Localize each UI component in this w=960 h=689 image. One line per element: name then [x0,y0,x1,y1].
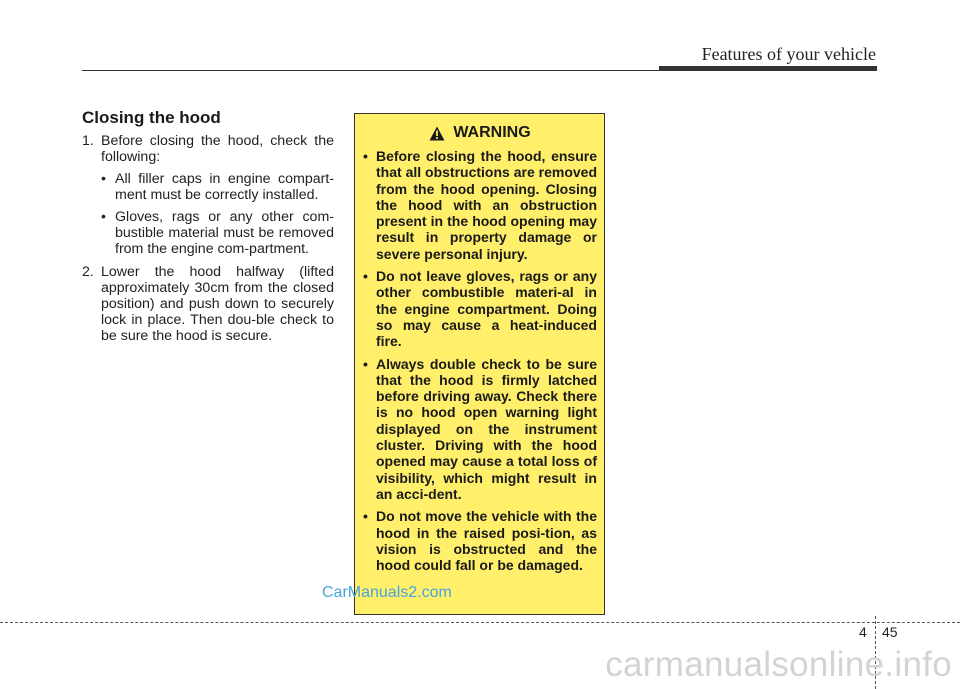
warning-title: WARNING [453,124,531,141]
warning-item-text: Do not leave gloves, rags or any other combustible materi-al in the engine compartment. Doing so may cause a heat-induced fire. [376,268,597,350]
warning-header [363,124,597,142]
sub-bullet-text: All filler caps in engine compart-ment must be correctly installed. [115,170,334,203]
header-rule-accent [659,66,877,71]
warning-triangle-icon [429,126,445,141]
warning-box [354,113,605,615]
sub-bullet-item [82,209,334,258]
warning-item [363,148,597,262]
warning-item [363,356,597,503]
header-rule [82,70,660,71]
section-title: Closing the hood [82,108,221,127]
footer-rule [0,622,960,623]
step-2 [82,264,334,345]
header-title: Features of your vehicle [701,44,876,64]
warning-item-text: Always double check to be sure that the hood is firmly latched before driving away. Check there is no hood open warning light displayed on the instrument cluster. Driving with the hood opened may cause a total loss of visibility, which might result in an acci-dent. [376,355,597,502]
step-1 [82,133,334,165]
warning-item [363,268,597,349]
sub-bullet-item [82,171,334,203]
sub-bullet-text: Gloves, rags or any other com-bustible material must be removed from the engine com-partment. [115,209,334,258]
step-number: 2. [82,263,94,280]
bullet-icon: • [363,508,368,525]
step-number: 1. [82,133,94,150]
bullet-icon: • [363,148,368,164]
warning-item [363,508,597,573]
step-text: Lower the hood halfway (lifted approximately 30cm from the closed position) and push down to securely lock in place. Then dou-ble check to be sure the hood is secure. [101,263,334,345]
bullet-icon: • [101,209,106,226]
bullet-icon: • [363,355,368,372]
warning-item-text: Do not move the vehicle with the hood in the raised posi-tion, as vision is obstructed and the hood could fall or be damaged. [376,508,597,574]
bullet-icon: • [363,268,368,285]
bullet-icon: • [101,170,106,187]
step-text: Before closing the hood, check the following: [101,133,334,166]
chapter-number: 4 [859,624,867,640]
page-number: 45 [882,624,898,640]
closing-hood-section [82,110,334,350]
warning-item-text: Before closing the hood, ensure that all obstructions are removed from the hood opening. Closing the hood with an obstruction present in the hood opening may result in property damage or severe personal injury. [376,148,597,262]
site-watermark-small: CarManuals2.com [322,584,452,601]
site-watermark-large: carmanualsonline.info [605,645,952,684]
